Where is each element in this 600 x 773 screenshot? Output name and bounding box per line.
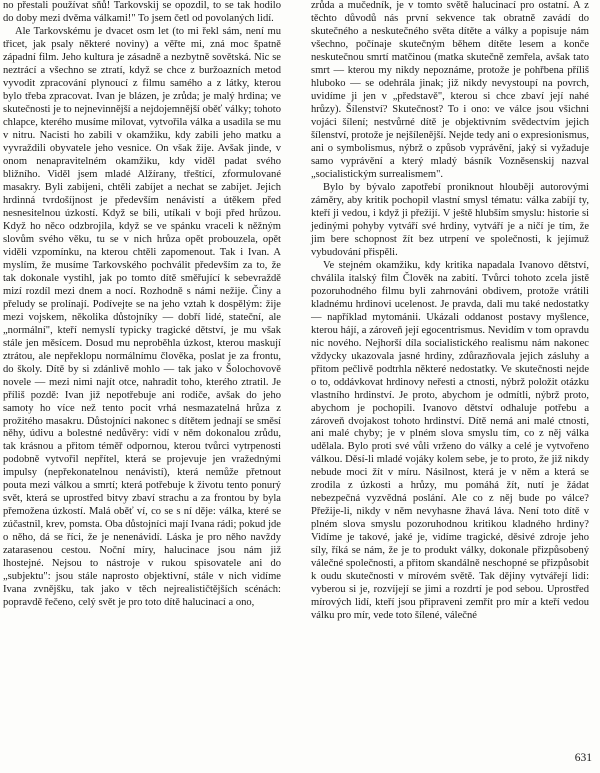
paragraph: Bylo by bývalo zapotřebí proniknout hlouběji autorovými záměry, aby kritik pochopil vlastní smysl tématu: válka zabíjí ty, kteří ji vedou, i když ji přežijí. V ještě hlubším smyslu: historie si jedinými pohyby vytváří své hrdiny, vytváří je a ničí je tím, že jim bere schopnost žít bez utrpení ve společnosti, k jejímuž vybudování přispěli. — [311, 181, 589, 258]
text-column-right — [311, 0, 589, 623]
page-number: 631 — [574, 752, 592, 764]
text-column-left — [3, 0, 281, 610]
paragraph: Ale Tarkovskému je dvacet osm let (to mi řekl sám, není mu třicet, jak psaly některé noviny) a věřte mi, zná moc špatně západní film. Jeho kultura je zásadně a nezbytně sovětská. Nic se neztrácí a všechno se ztratí, když se chce z buržoazních metod vyvodit zpracování plynoucí z filmu samého a z látky, kterou bylo třeba zpracovat. Ivan je blázen, je zrůda; je malý hrdina; ve skutečnosti je to nejnevinnější a nejdojemnější oběť války; tohoto chlapce, kterého musíme milovat, vytvořila válka a usadila se mu v nitru. Nacisti ho zabili v okamžiku, kdy zabili jeho matku a vyvraždili obyvatele jeho vesnice. On však žije. Avšak jinde, v onom nenapravitelném okamžiku, kdy viděl padat svého bližního. Viděl jsem mladé Alžírany, třeštící, zformulované masakry. Byli zabijeni, chtěli zabíjet a nechat se zabíjet. Jejich hrdinná tvrdošíjnost je především nenávistí a útěkem před nesnesitelnou úzkostí. Když se bili, utíkali v boji před hrůzou. Když ho něco odzbrojila, když se ve spánku vraceli k něžným slovům svého věku, tu se v nich hrůza opět probouzela, opět viděli vzpomínku, na kterou chtěli zapomenout. Tak i Ivan. A myslím, že musíme Tarkovského pochválit především za to, že tak dokonale vystihl, jak po tomto dítě směřující k sebevraždě mizí rozdíl mezi dnem a nocí. Rozhodně s námi nežije. Činy a přeludy se prolínají. Podívejte se na jeho vztah k dospělým: žije mezi vojskem, několika důstojníky — dobří lidé, stateční, ale „normální", kteří nemyslí typicky tragické dětství, je mu však stále jen měsícem. Dosud mu neproběhla úzkost, kterou maskují ztrátou, ale nepřeklopu normálnímu člověka, poslat je za frontu, do školy. Dítě by si zdánlivě mohlo — tak jako v Šolochovově novele — mezi nimi najít otce, nahradit toho, kterého ztratil. Je příliš pozdě: Ivan již nepotřebuje ani rodiče, avšak do jeho samoty ho více než tento pocit vrhá nesmazatelná hrůza z prožitého masakru. Důstojníci nakonec s dítětem jednají se směsí něhy, údivu a bolestné nedůvěry: vidí v něm dokonalou zrůdu, tak krásnou a přitom téměř odpornou, kterou tvůrci vytrpenosti podobně vytvořil nepřítel, která se projevuje jen vražednými impulsy (nepřekonatelnou nenávistí), která nemůže přetnout pouta mezi válkou a smrtí; která potřebuje k životu tento ponurý svět, která se uprostřed bitvy zbaví strachu a za frontou by byla přemožena úzkostí. Malá oběť ví, co se s ní děje: válka, které se zúčastnil, krev, pomsta. Oba důstojníci mají Ivana rádi; pokud jde o něho, dá se říci, že je nenenávidí. Láska je pro něho navždy zatarasenou cestou. Noční míry, halucinace jsou nám již lhostejné. Nejsou to nástroje v rukou spisovatele ani do „subjektu": jsou stále naprosto objektivní, stále v nich vidíme Ivana zvnějšku, tak jako v těch nejrealističtějších scénách: popravdě řečeno, celý svět je pro toto dítě halucinací a ono, — [3, 25, 281, 609]
paragraph: no přestali používat sňů! Tarkovskij se opozdil, to se tak hodilo do doby mezi dvěma válkami!" To jsem četl od povolaných lidí. — [3, 0, 281, 24]
paragraph: Ve stejném okamžiku, kdy kritika napadala Ivanovo dětství, chválila italský film Člověk na zabití. Tvůrci tohoto zcela jistě pozoruhodného filmu byli zahrnováni obdivem, protože vrátili kladnému hrdinovi ucelenost. Je pravda, dali mu také nedostatky — například mytománii. Ukázali oddanost postavy myšlence, kterou hájí, a zároveň její egocentrismus. Nevidím v tom opravdu nic nového. Nejhorší díla socialistického realismu nám nakonec vždycky ukazovala jasné hrdiny, zdůrazňovala jejich zásluhy a přitom pečlivě podtrhla některé nedostatky. Ve skutečnosti nejde o to, oddávkovat hrdinovy neřesti a ctnosti, nýbrž položit otázku vlastního hrdinství. Je proto, abychom je odmítli, nýbrž proto, abychom je pochopili. Ivanovo dětství odhaluje potřebu a zároveň dvojakost tohoto hrdinství. Dítě nemá ani malé ctnosti, ani malé chyby; je v plném slova smyslu tím, co z něj válka udělala. Bylo proti své vůli vrženo do války a celé je vytvořeno válkou. Děsí-li mladé vojáky kolem sebe, je to proto, že již nikdy nebude moci žít v míru. Násilnost, která je v něm a která se zrodila z úzkosti a hrůzy, mu pomáhá žít, nutí je žádat nebezpečná vyzvědná poslání. Ale co z něj bude po válce? Přežije-li, nikdy v něm nevyhasne žhavá láva. Není toto dítě v plném slova smyslu pozoruhodnou kritikou kladného hrdiny? Vidíme je takové, jaké je, vidíme tragické, děsivé zdroje jeho síly, říká se nám, že je to produkt války, dokonale přizpůsobený válečné společnosti, a přitom skandálně neschopné se přizpůsobit k oudu skutečnosti v mírovém světě. Tak dějiny vytvářejí lidi: vyberou si je, rozvíjejí se jimi a rozdrtí je pod sebou. Uprostřed mírových lidí, kteří jsou připraveni zemřít pro mír a kteří vedou válku pro mír, vede toto šílené, válečné — [311, 259, 589, 622]
paragraph: zrůda a mučedník, je v tomto světě halucinací pro ostatní. A z těchto důvodů nás první sekvence tak obratně zavádí do skutečného a neskutečného světa dítěte a války a popisuje nám všechno, počínaje skutečným během dítěte lesem a konče neskutečnou smrtí matčinou (matka skutečně zemřela, avšak tato smrt — kterou my nikdy nepoznáme, protože je pohřbena příliš hluboko — se odehrála jinak; již nikdy nevystoupí na povrch, uvidíme ji jen v „představě", kterou si chce zbaví její nahé hrůzy). Šílenství? Skutečnost? To i ono: ve válce jsou všichni vojáci šílení; nestvůrné dítě je objektivním svědectvím jejich šílenství, protože je nejšílenější. Nejde tedy ani o expresionismus, ani o symbolismus, nýbrž o způsob vyprávění, jaký si vyžaduje samo vyprávění a který mladý básník Vozněsenskij nazval „socialistickým surrealismem". — [311, 0, 589, 180]
